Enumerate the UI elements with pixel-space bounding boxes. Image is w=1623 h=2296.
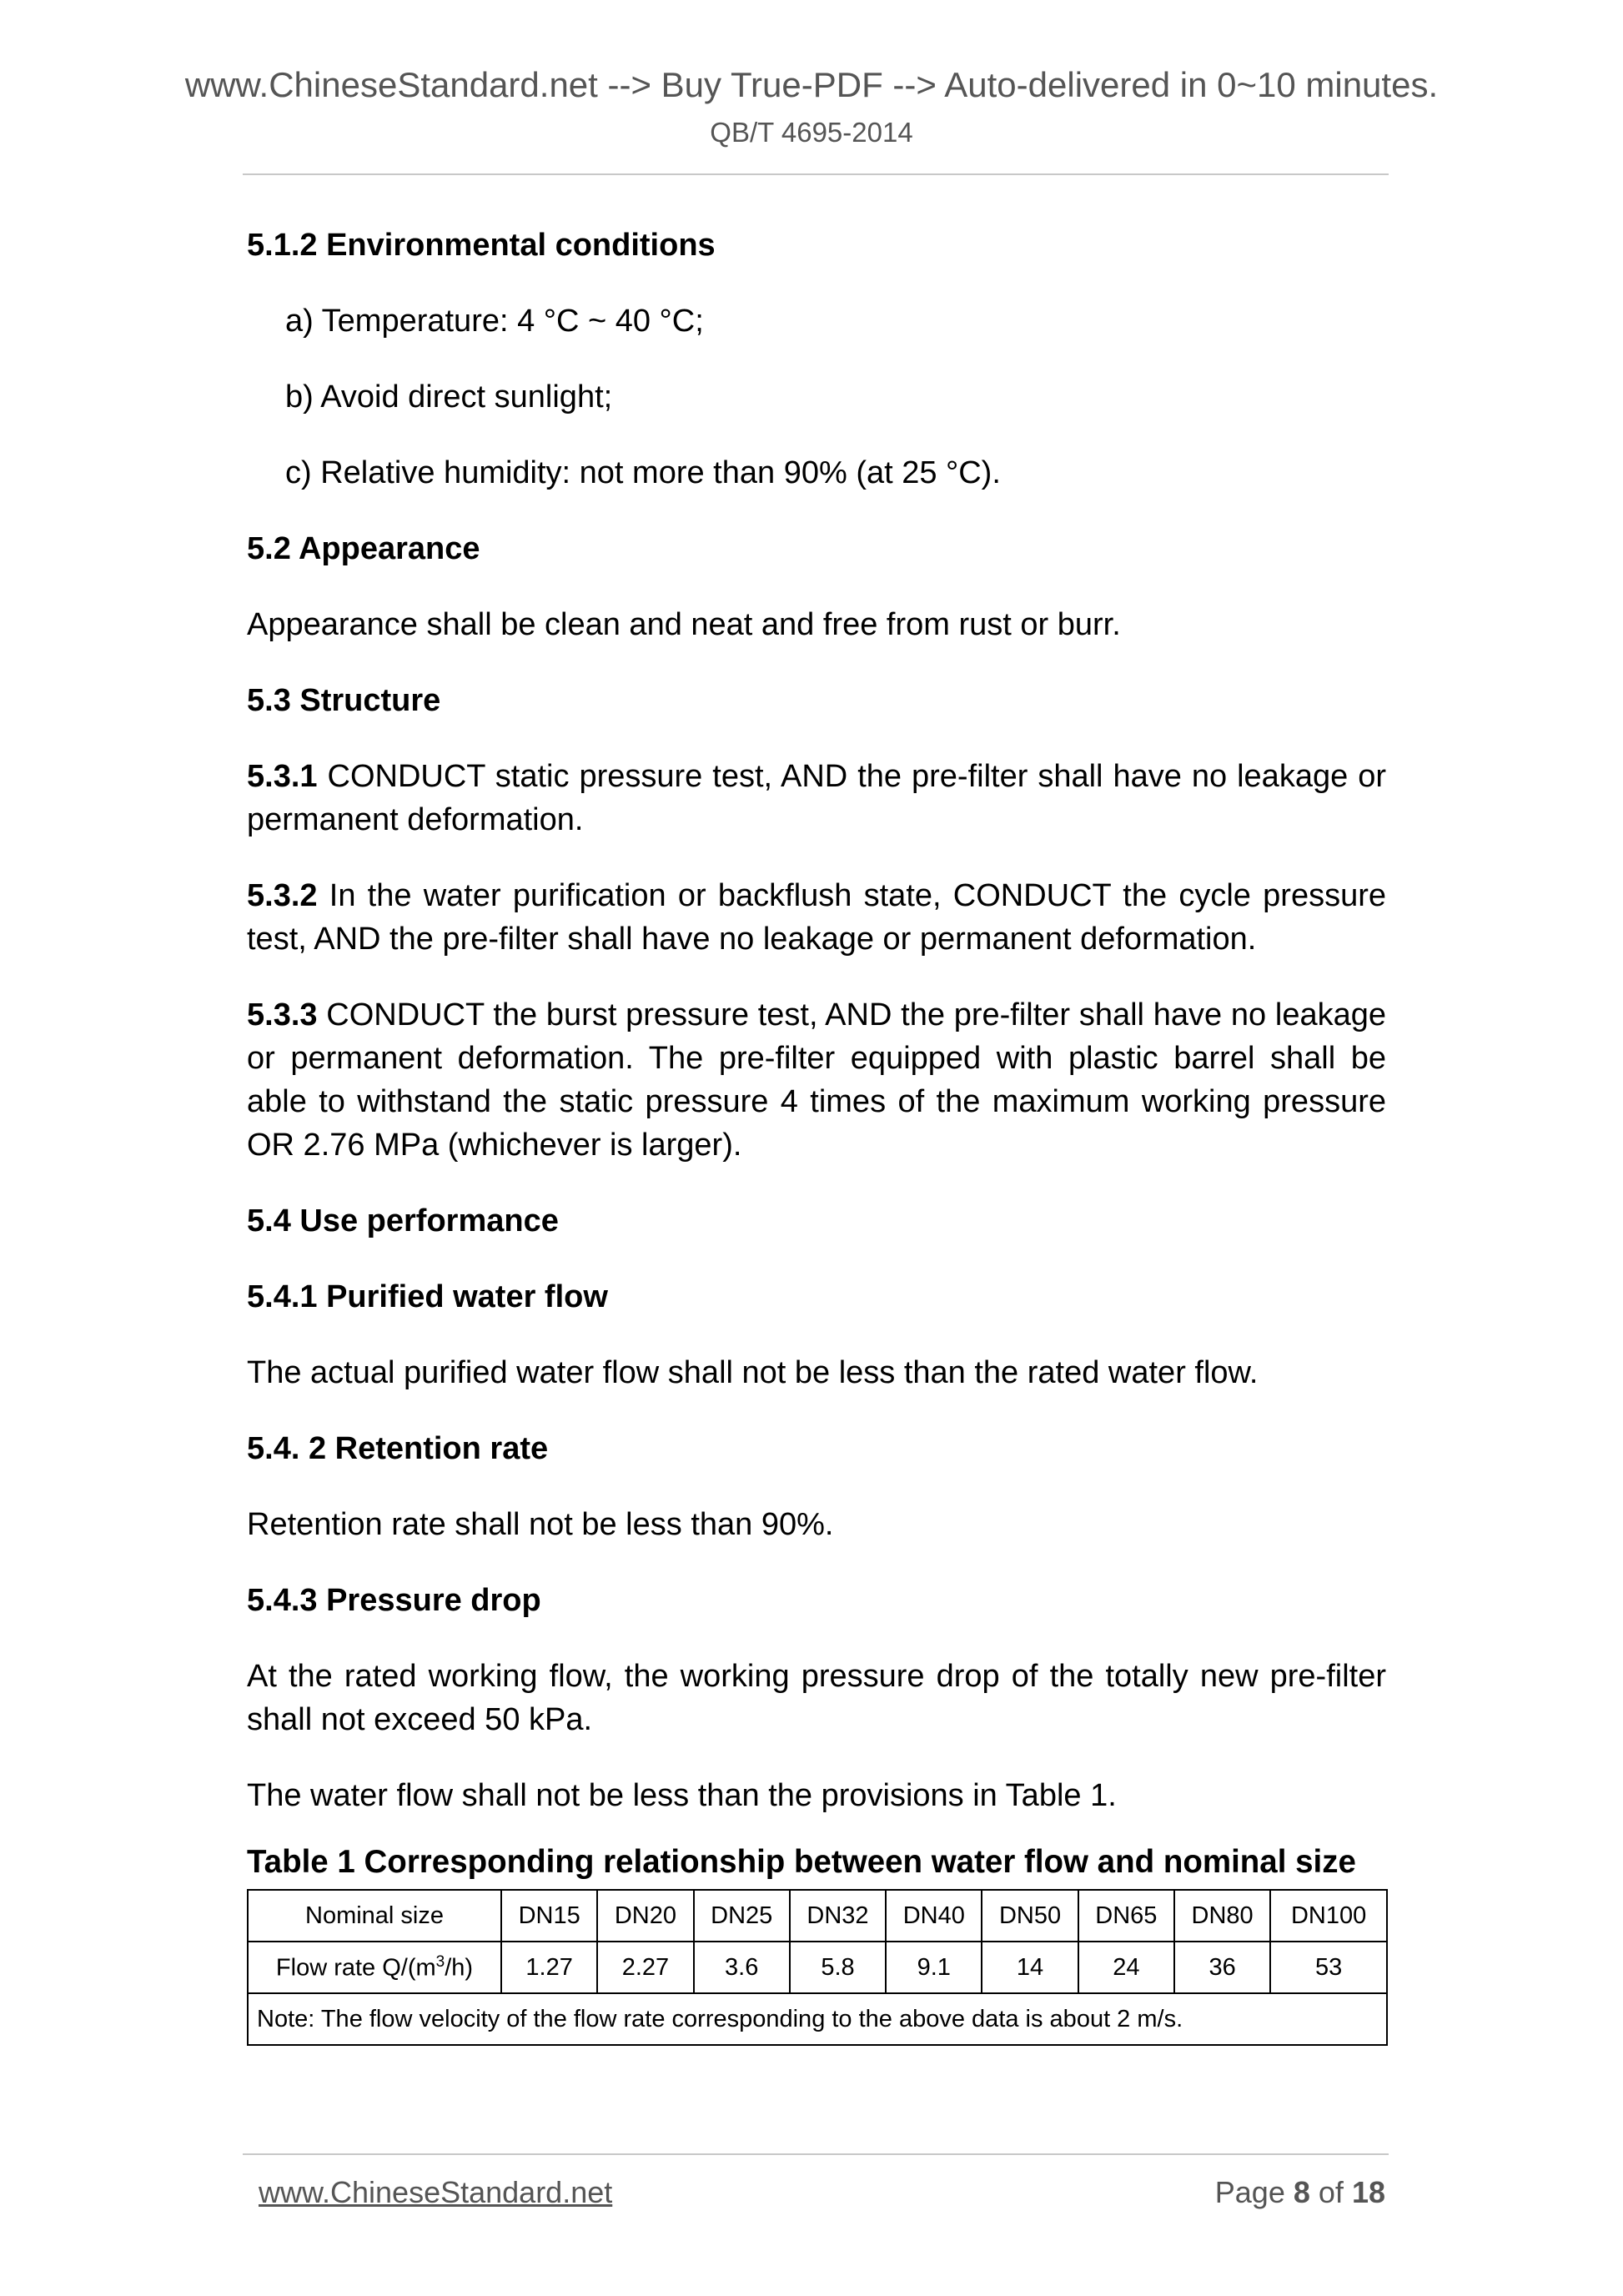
table-cell: DN40 [886,1890,982,1942]
table-cell: DN15 [501,1890,597,1942]
section-5-4-3-heading: 5.4.3 Pressure drop [247,1583,541,1618]
table-cell: 5.8 [790,1942,886,1993]
section-5-2-text: Appearance shall be clean and neat and free from rust or burr. [247,607,1121,642]
table-cell: DN65 [1078,1890,1174,1942]
table-reference-text: The water flow shall not be less than the provisions in Table 1. [247,1778,1117,1813]
table-cell: DN80 [1174,1890,1270,1942]
clause-number: 5.3.1 [247,759,318,794]
section-5-4-heading: 5.4 Use performance [247,1203,559,1238]
table-cell: DN32 [790,1890,886,1942]
table-cell: 24 [1078,1942,1174,1993]
table-cell: 36 [1174,1942,1270,1993]
table-cell: DN100 [1270,1890,1387,1942]
header-divider [243,173,1389,175]
table-note: Note: The flow velocity of the flow rate corresponding to the above data is about 2 m/s. [248,1993,1387,2045]
header-banner: www.ChineseStandard.net --> Buy True-PDF --> Auto-delivered in 0~10 minutes. [184,65,1439,104]
section-5-3-2-paragraph [247,874,1386,961]
section-5-4-1-heading: 5.4.1 Purified water flow [247,1279,608,1314]
clause-number: 5.3.2 [247,878,318,913]
table-row [248,1942,1387,1993]
table-cell: 1.27 [501,1942,597,1993]
table-cell: 3.6 [694,1942,790,1993]
document-code: QB/T 4695-2014 [710,117,913,148]
table-cell: 2.27 [597,1942,693,1993]
table-cell: DN20 [597,1890,693,1942]
section-5-2-heading: 5.2 Appearance [247,531,480,566]
table-cell: DN25 [694,1890,790,1942]
footer-link[interactable]: www.ChineseStandard.net [259,2175,613,2209]
clause-text: CONDUCT static pressure test, AND the pre-filter shall have no leakage or permanent deformation. [247,759,1386,837]
page-number: Page 8 of 18 [1214,2175,1385,2209]
clause-text: CONDUCT the burst pressure test, AND the pre-filter shall have no leakage or permanent deformation. The pre-filter equipped with plastic barrel shall be able to withstand the static pressure 4 times of the maximum working pressure OR 2.76 MPa (whichever is larger). [247,997,1386,1163]
table-row-label: Flow rate $Q/(m^3/h)$ [248,1942,501,1993]
list-item-temperature: a) Temperature: 4 °C ~ 40 °C; [285,304,704,339]
clause-text: In the water purification or backflush state, CONDUCT the cycle pressure test, AND the pre-filter shall have no leakage or permanent deformation. [247,878,1386,957]
table-row-label: Nominal size [248,1890,501,1942]
section-5-1-2-heading: 5.1.2 Environmental conditions [247,228,716,263]
footer-divider [243,2153,1389,2155]
section-5-4-2-text: Retention rate shall not be less than 90%. [247,1507,834,1542]
section-5-3-3-paragraph [247,993,1386,1167]
section-5-3-1-paragraph [247,755,1386,842]
table-row [248,1890,1387,1942]
table-cell: 14 [982,1942,1078,1993]
section-5-4-2-heading: 5.4. 2 Retention rate [247,1431,549,1466]
section-5-3-heading: 5.3 Structure [247,683,441,718]
clause-number: 5.3.3 [247,997,318,1032]
section-5-4-3-text: At the rated working flow, the working pressure drop of the totally new pre-filter shall not exceed 50 kPa. [247,1659,1386,1737]
table-caption: Table 1 Corresponding relationship between water flow and nominal size [247,1844,1356,1880]
section-5-4-1-text: The actual purified water flow shall not be less than the rated water flow. [247,1355,1259,1390]
page-body [247,224,1386,2046]
list-item-humidity: c) Relative humidity: not more than 90% (at 25 °C). [285,455,1001,490]
table-cell: 53 [1270,1942,1387,1993]
table-cell: DN50 [982,1890,1078,1942]
flow-size-table [247,1889,1388,2046]
list-item-sunlight: b) Avoid direct sunlight; [285,379,613,414]
table-cell: 9.1 [886,1942,982,1993]
table-row [248,1993,1387,2045]
